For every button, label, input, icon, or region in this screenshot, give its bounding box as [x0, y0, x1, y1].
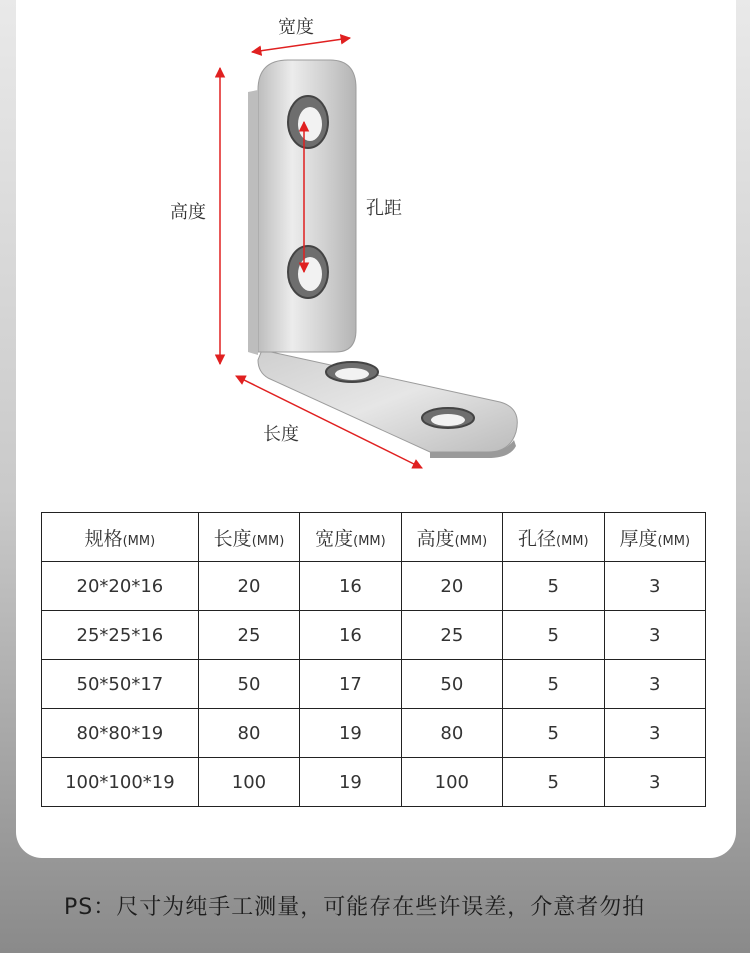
cell-height: 20: [401, 562, 502, 611]
cell-length: 100: [198, 758, 299, 807]
cell-thickness: 3: [604, 758, 706, 807]
cell-length: 50: [198, 660, 299, 709]
header-length: 长度(MM): [198, 513, 299, 562]
length-label: 长度: [263, 424, 299, 445]
table-row: [42, 562, 706, 611]
cell-hole-diameter: 5: [503, 758, 604, 807]
cell-height: 25: [401, 611, 502, 660]
cell-hole-diameter: 5: [503, 709, 604, 758]
table-row: [42, 709, 706, 758]
cell-hole-diameter: 5: [503, 562, 604, 611]
footer-note: PS：尺寸为纯手工测量，可能存在些许误差，介意者勿拍: [64, 895, 646, 920]
hole-spacing-label: 孔距: [366, 198, 402, 219]
cell-hole-diameter: 5: [503, 611, 604, 660]
cell-length: 25: [198, 611, 299, 660]
width-arrow: [252, 38, 350, 52]
cell-width: 16: [300, 611, 401, 660]
table-header-row: [42, 513, 706, 562]
cell-width: 19: [300, 709, 401, 758]
table-row: [42, 611, 706, 660]
spec-table: [41, 512, 706, 807]
cell-spec: 100*100*19: [42, 758, 199, 807]
table-row: [42, 758, 706, 807]
header-hole-diameter: 孔径(MM): [503, 513, 604, 562]
height-label: 高度: [170, 202, 206, 223]
cell-height: 80: [401, 709, 502, 758]
cell-width: 19: [300, 758, 401, 807]
cell-spec: 50*50*17: [42, 660, 199, 709]
cell-thickness: 3: [604, 611, 706, 660]
header-spec: 规格(MM): [42, 513, 199, 562]
header-width: 宽度(MM): [300, 513, 401, 562]
cell-spec: 20*20*16: [42, 562, 199, 611]
cell-thickness: 3: [604, 660, 706, 709]
cell-spec: 80*80*19: [42, 709, 199, 758]
cell-thickness: 3: [604, 562, 706, 611]
cell-height: 100: [401, 758, 502, 807]
cell-height: 50: [401, 660, 502, 709]
cell-hole-diameter: 5: [503, 660, 604, 709]
cell-width: 16: [300, 562, 401, 611]
table-row: [42, 660, 706, 709]
cell-length: 20: [198, 562, 299, 611]
width-label: 宽度: [278, 17, 314, 38]
cell-thickness: 3: [604, 709, 706, 758]
header-thickness: 厚度(MM): [604, 513, 706, 562]
cell-spec: 25*25*16: [42, 611, 199, 660]
header-height: 高度(MM): [401, 513, 502, 562]
cell-width: 17: [300, 660, 401, 709]
cell-length: 80: [198, 709, 299, 758]
